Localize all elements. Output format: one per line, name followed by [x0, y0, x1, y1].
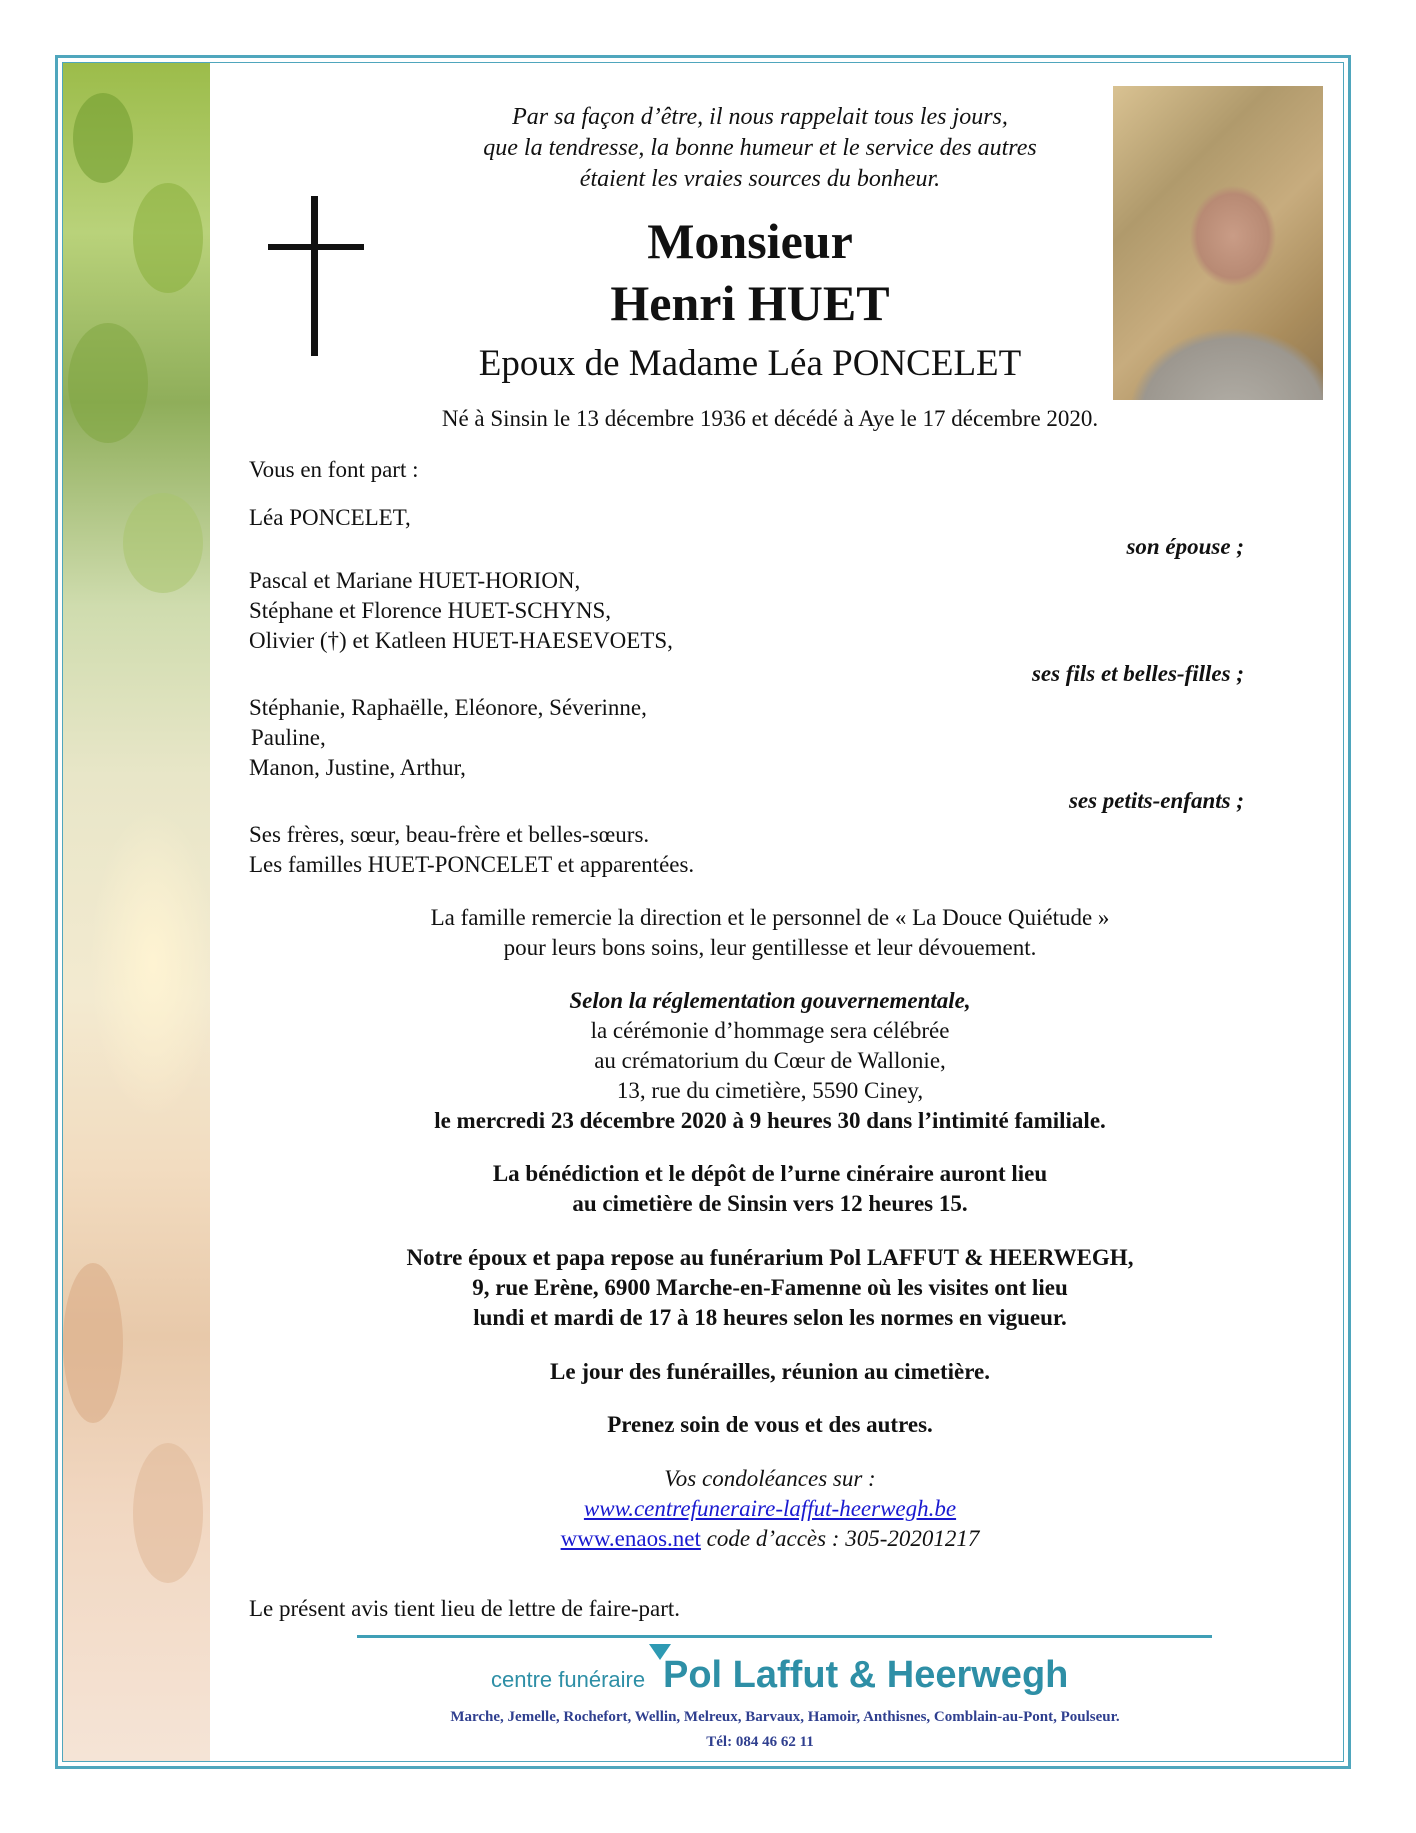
family-grandchild-3: Manon, Justine, Arthur,: [249, 755, 466, 780]
thanks-line-1: La famille remercie la direction et le personnel de « La Douce Quiétude »: [430, 905, 1110, 930]
family-children-role: ses fils et belles-filles ;: [1031, 661, 1244, 686]
quote-line-1: Par sa façon d’être, il nous rappelait tous les jours,: [512, 104, 1008, 130]
closing-line: Le présent avis tient lieu de lettre de faire-part.: [249, 1596, 681, 1621]
deceased-title: Monsieur: [647, 213, 853, 269]
family-others-2: Les familles HUET-PONCELET et apparentées.: [249, 852, 695, 877]
ceremony-date-line: le mercredi 23 décembre 2020 à 9 heures 30 dans l’intimité familiale.: [434, 1108, 1106, 1133]
visits-line-2: 9, rue Erène, 6900 Marche-en-Famenne où les visites ont lieu: [472, 1275, 1068, 1300]
ceremony-line-2: au crématorium du Cœur de Wallonie,: [594, 1048, 946, 1073]
family-spouse-role: son épouse ;: [1126, 534, 1244, 559]
family-spouse-name: Léa PONCELET,: [249, 505, 411, 530]
family-intro: Vous en font part :: [249, 457, 419, 482]
logo-brand-name: Pol Laffut & Heerwegh: [663, 1654, 1069, 1696]
forest-path-image: [63, 63, 210, 1761]
ceremony-heading: Selon la réglementation gouvernementale,: [569, 988, 971, 1013]
urn-line-1: La bénédiction et le dépôt de l’urne cinéraire auront lieu: [492, 1161, 1048, 1186]
spouse-line: Epoux de Madame Léa PONCELET: [478, 343, 1022, 384]
family-grandchild-2: Pauline,: [251, 725, 326, 750]
logo-phone: Tél: 084 46 62 11: [706, 1734, 814, 1750]
family-child-2: Stéphane et Florence HUET-SCHYNS,: [249, 598, 611, 623]
thanks-line-2: pour leurs bons soins, leur gentillesse et leur dévouement.: [503, 935, 1037, 960]
logo-cities: Marche, Jemelle, Rochefort, Wellin, Melreux, Barvaux, Hamoir, Anthisnes, Comblain-au-Pont, Poulseur.: [450, 1709, 1120, 1725]
condolences-link-row-1: [280, 1494, 1260, 1524]
care-line: Prenez soin de vous et des autres.: [607, 1412, 933, 1437]
family-grandchildren-role: ses petits-enfants ;: [1068, 788, 1244, 813]
family-child-3: Olivier (†) et Katleen HUET-HAESEVOETS,: [249, 628, 673, 653]
dates-line: Né à Sinsin le 13 décembre 1936 et décédé à Aye le 17 décembre 2020.: [441, 406, 1099, 431]
condolences-label: Vos condoléances sur :: [664, 1466, 876, 1491]
ceremony-line-1: la cérémonie d’hommage sera célébrée: [590, 1018, 950, 1043]
logo-small-text: centre funéraire: [491, 1667, 646, 1692]
visits-line-3: lundi et mardi de 17 à 18 heures selon les normes en vigueur.: [473, 1305, 1067, 1330]
funeral-day-line: Le jour des funérailles, réunion au cimetière.: [550, 1359, 990, 1384]
visits-line-1: Notre époux et papa repose au funérarium Pol LAFFUT & HEERWEGH,: [406, 1245, 1134, 1270]
condolences-link-row-2: [280, 1524, 1260, 1554]
logo-divider: [357, 1635, 1212, 1638]
family-child-1: Pascal et Mariane HUET-HORION,: [249, 568, 581, 593]
quote-line-3: étaient les vraies sources du bonheur.: [579, 166, 941, 192]
funeral-center-link[interactable]: www.centrefuneraire-laffut-heerwegh.be: [583, 1496, 957, 1521]
enaos-link[interactable]: www.enaos.net: [560, 1526, 701, 1551]
deceased-name: Henri HUET: [610, 275, 890, 331]
urn-line-2: au cimetière de Sinsin vers 12 heures 15.: [572, 1191, 968, 1216]
cross-icon: [268, 196, 364, 356]
family-grandchild-1: Stéphanie, Raphaëlle, Eléonore, Séverinne,: [249, 695, 647, 720]
ceremony-line-3: 13, rue du cimetière, 5590 Ciney,: [616, 1078, 924, 1103]
family-others-1: Ses frères, sœur, beau-frère et belles-sœurs.: [249, 822, 650, 847]
quote-line-2: que la tendresse, la bonne humeur et le service des autres: [483, 135, 1037, 161]
access-code: code d’accès : 305-20201217: [700, 1526, 980, 1551]
